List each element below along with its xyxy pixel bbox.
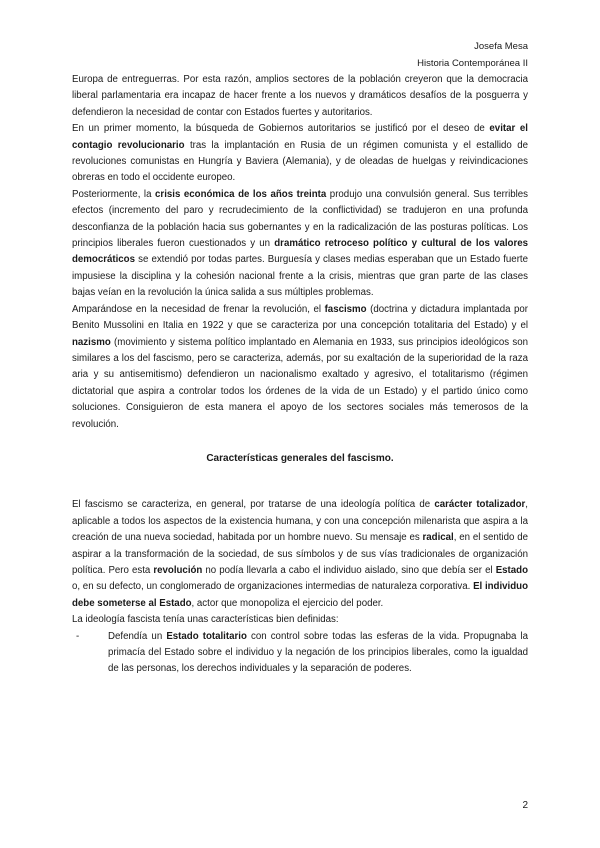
paragraph-6: La ideología fascista tenía unas características bien definidas:: [72, 614, 339, 626]
page-number: 2: [522, 800, 528, 811]
bold-phrase: Estado: [495, 564, 528, 576]
bold-phrase: evitar el contagio revolucionario: [72, 123, 528, 151]
bold-phrase: carácter totalizador: [434, 499, 526, 511]
paragraph-3: Posteriormente, la crisis económica de los años treinta produjo una convulsión general. Sus terribles efectos (incremento del paro y recrudecimiento de la conflictividad) se tradujeron en una profunda desconfianza de la población hacia sus gobernantes y en la radicalización de las posturas políticas. Los principios liberales fueron cuestionados y un dramático retroceso político y cultural de los valores democráticos se extendió por todas partes. Burguesía y clases medias esperaban que un Estado fuerte impusiese la disciplina y la cohesión nacional frente a la crisis, mientras que gran parte de las clases bajas veían en la revolución la única salida a sus múltiples problemas.: [72, 188, 528, 299]
header-author: Josefa Mesa: [474, 41, 528, 52]
paragraph-5: El fascismo se caracteriza, en general, por tratarse de una ideología política de carácter totalizador, aplicable a todos los aspectos de la existencia humana, y con una concepción milenarista que aspira a la creación de una nueva sociedad, habitada por un hombre nuevo. Su mensaje es radical, en el sentido de aspirar a la transformación de la sociedad, de sus símbolos y de sus vías tradicionales de organización política. Pero esta revolución no podía llevarla a cabo el individuo aislado, sino que debía ser el Estado o, en su defecto, un conglomerado de organizaciones intermedias de naturaleza corporativa. El individuo debe someterse al Estado, actor que monopoliza el ejercicio del poder.: [72, 499, 528, 609]
bold-phrase: Estado totalitario: [166, 630, 247, 642]
bold-phrase: radical: [422, 532, 454, 544]
bold-phrase: crisis económica de los años treinta: [155, 188, 327, 200]
section-heading: Características generales del fascismo.: [206, 452, 394, 464]
paragraph-2: En un primer momento, la búsqueda de Gobiernos autoritarios se justificó por el deseo de evitar el contagio revolucionario tras la implantación en Rusia de un régimen comunista y el estallido de revoluciones comunistas en Hungría y Baviera (Alemania), y de oleadas de huelgas y reivindicaciones obreras en todo el occidente europeo.: [72, 123, 529, 184]
bold-phrase: nazismo: [72, 336, 111, 348]
bold-phrase: fascismo: [324, 303, 367, 315]
header-course: Historia Contemporánea II: [417, 58, 528, 69]
spacer: [72, 483, 528, 497]
bold-phrase: revolución: [153, 564, 203, 576]
paragraph-4: Amparándose en la necesidad de frenar la revolución, el fascismo (doctrina y dictadura implantada por Benito Mussolini en Italia en 1922 y que se caracteriza por una concepción totalitaria del Estado) y el nazismo (movimiento y sistema político implantado en Alemania en 1933, sus principios ideológicos son similares a los del fascismo, pero se caracteriza, además, por su exaltación de la superioridad de la raza aria y su antisemitismo) defendieron un nacionalismo exaltado y agresivo, el totalitarismo (régimen dictatorial que aspira a controlar todos los órdenes de la vida de un Estado) y el partido único como soluciones. Consiguieron de esta manera el apoyo de los sectores sociales más temerosos de la revolución.: [72, 303, 529, 430]
bold-phrase: dramático retroceso político y cultural de los valores democráticos: [72, 238, 528, 266]
bullet-text: Defendía un Estado totalitario con control sobre todas las esferas de la vida. Propugnaba la primacía del Estado sobre el individuo y la negación de los principios liberales, como la igualdad de las personas, los derechos individuales y la separación de poderes.: [108, 630, 528, 675]
document-body: [72, 72, 528, 678]
page-header: [417, 38, 528, 72]
bold-phrase: El individuo debe someterse al Estado: [72, 581, 528, 609]
bullet-dash: -: [76, 630, 80, 642]
bullet-item: [72, 629, 528, 678]
paragraph-1: Europa de entreguerras. Por esta razón, amplios sectores de la población creyeron que la democracia liberal parlamentaria era incapaz de hacer frente a los nuevos y dramáticos desafíos de la posguerra y defendieron la necesidad de contar con Estados fuertes y autoritarios.: [72, 74, 528, 118]
